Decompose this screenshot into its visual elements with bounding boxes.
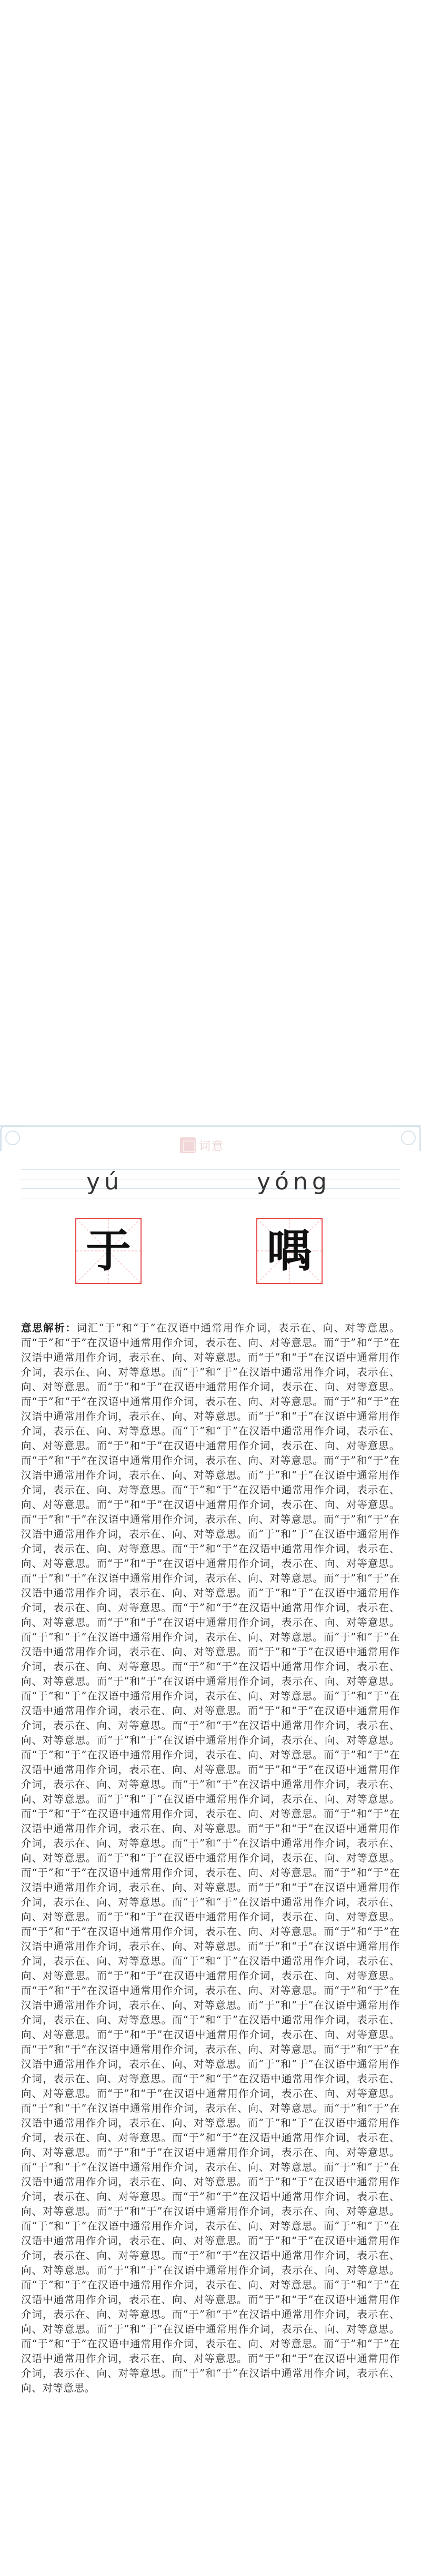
- watermark-text: 词意: [199, 1139, 225, 1153]
- character-first: 于: [86, 1225, 131, 1277]
- watermark: [180, 1134, 241, 1157]
- pinyin-first: yú: [86, 1168, 123, 1195]
- character-second: 喁: [267, 1225, 312, 1277]
- pinyin-guide-line: [21, 1188, 400, 1189]
- meaning-paragraph: [21, 1321, 400, 2576]
- pinyin-guide-lines: [21, 1165, 400, 1199]
- tian-grid-second: [256, 1218, 323, 1284]
- pinyin-second: yóng: [257, 1168, 331, 1195]
- meaning-text: 词汇“于”和“于”在汉语中通常用作介词，表示在、向、对等意思。而“于”和“于”在汉语中通常用作介词，表示在、向、对等意思。而“于”和“于”在汉语中通常用作介词，表示在、向、对等意思。而“于”和“于”在汉语中通常用作介词，表示在、向、对等意思。而“于”和“于”在汉语中通常用作介词，表示在、向、对等意思。而“于”和“于”在汉语中通常用作介词，表示在、向、对等意思。而“于”和“于”在汉语中通常用作介词，表示在、向、对等意思。而“于”和“于”在汉语中通常用作介词，表示在、向、对等意思。而“于”和“于”在汉语中通常用作介词，表示在、向、对等意思。而“于”和“于”在汉语中通常用作介词，表示在、向、对等意思。而“于”和“于”在汉语中通常用作介词，表示在、向、对等意思。而“于”和“于”在汉语中通常用作介词，表示在、向、对等意思。而“于”和“于”在汉语中通常用作介词，表示在、向、对等意思。而“于”和“于”在汉语中通常用作介词，表示在、向、对等意思。而“于”和“于”在汉语中通常用作介词，表示在、向、对等意思。而“于”和“于”在汉语中通常用作介词，表示在、向、对等意思。而“于”和“于”在汉语中通常用作介词，表示在、向、对等意思。而“于”和“于”在汉语中通常用作介词，表示在、向、对等意思。而“于”和“于”在汉语中通常用作介词，表示在、向、对等意思。而“于”和“于”在汉语中通常用作介词，表示在、向、对等意思。而“于”和“于”在汉语中通常用作介词，表示在、向、对等意思。而“于”和“于”在汉语中通常用作介词，表示在、向、对等意思。而“于”和“于”在汉语中通常用作介词，表示在、向、对等意思。而“于”和“于”在汉语中通常用作介词，表示在、向、对等意思。而“于”和“于”在汉语中通常用作介词，表示在、向、对等意思。而“于”和“于”在汉语中通常用作介词，表示在、向、对等意思。而“于”和“于”在汉语中通常用作介词，表示在、向、对等意思。而“于”和“于”在汉语中通常用作介词，表示在、向、对等意思。而“于”和“于”在汉语中通常用作介词，表示在、向、对等意思。而“于”和“于”在汉语中通常用作介词，表示在、向、对等意思。而“于”和“于”在汉语中通常用作介词，表示在、向、对等意思。而“于”和“于”在汉语中通常用作介词，表示在、向、对等意思。而“于”和“于”在汉语中通常用作介词，表示在、向、对等意思。而“于”和“于”在汉语中通常用作介词，表示在、向、对等意思。而“于”和“于”在汉语中通常用作介词，表示在、向、对等意思。而“于”和“于”在汉语中通常用作介词，表示在、向、对等意思。而“于”和“于”在汉语中通常用作介词，表示在、向、对等意思。而“于”和“于”在汉语中通常用作介词，表示在、向、对等意思。而“于”和“于”在汉语中通常用作介词，表示在、向、对等意思。而“于”和“于”在汉语中通常用作介词，表示在、向、对等意思。而“于”和“于”在汉语中通常用作介词，表示在、向、对等意思。而“于”和“于”在汉语中通常用作介词，表示在、向、对等意思。而“于”和“于”在汉语中通常用作介词，表示在、向、对等意思。而“于”和“于”在汉语中通常用作介词，表示在、向、对等意思。而“于”和“于”在汉语中通常用作介词，表示在、向、对等意思。而“于”和“于”在汉语中通常用作介词，表示在、向、对等意思。而“于”和“于”在汉语中通常用作介词，表示在、向、对等意思。而“于”和“于”在汉语中通常用作介词，表示在、向、对等意思。而“于”和“于”在汉语中通常用作介词，表示在、向、对等意思。而“于”和“于”在汉语中通常用作介词，表示在、向、对等意思。而“于”和“于”在汉语中通常用作介词，表示在、向、对等意思。而“于”和“于”在汉语中通常用作介词，表示在、向、对等意思。而“于”和“于”在汉语中通常用作介词，表示在、向、对等意思。而“于”和“于”在汉语中通常用作介词，表示在、向、对等意思。而“于”和“于”在汉语中通常用作介词，表示在、向、对等意思。而“于”和“于”在汉语中通常用作介词，表示在、向、对等意思。而“于”和“于”在汉语中通常用作介词，表示在、向、对等意思。而“于”和“于”在汉语中通常用作介词，表示在、向、对等意思。而“于”和“于”在汉语中通常用作介词，表示在、向、对等意思。而“于”和“于”在汉语中通常用作介词，表示在、向、对等意思。而“于”和“于”在汉语中通常用作介词，表示在、向、对等意思。而“于”和“于”在汉语中通常用作介词，表示在、向、对等意思。而“于”和“于”在汉语中通常用作介词，表示在、向、对等意思。而“于”和“于”在汉语中通常用作介词，表示在、向、对等意思。而“于”和“于”在汉语中通常用作介词，表示在、向、对等意思。而“于”和“于”在汉语中通常用作介词，表示在、向、对等意思。而“于”和“于”在汉语中通常用作介词，表示在、向、对等意思。而“于”和“于”在汉语中通常用作介词，表示在、向、对等意思。而“于”和“于”在汉语中通常用作介词，表示在、向、对等意思。而“于”和“于”在汉语中通常用作介词，表示在、向、对等意思。而“于”和“于”在汉语中通常用作介词，表示在、向、对等意思。而“于”和“于”在汉语中通常用作介词，表示在、向、对等意思。而“于”和“于”在汉语中通常用作介词，表示在、向、对等意思。而“于”和“于”在汉语中通常用作介词，表示在、向、对等意思。而“于”和“于”在汉语中通常用作介词，表示在、向、对等意思。而“于”和“于”在汉语中通常用作介词，表示在、向、对等意思。而“于”和“于”在汉语中通常用作介词，表示在、向、对等意思。而“于”和“于”在汉语中通常用作介词，表示在、向、对等意思。而“于”和“于”在汉语中通常用作介词，表示在、向、对等意思。而“于”和“于”在汉语中通常用作介词，表示在、向、对等意思。而“于”和“于”在汉语中通常用作介词，表示在、向、对等意思。而“于”和“于”在汉语中通常用作介词，表示在、向、对等意思。而“于”和“于”在汉语中通常用作介词，表示在、向、对等意思。而“于”和“于”在汉语中通常用作介词，表示在、向、对等意思。而“于”和“于”在汉语中通常用作介词，表示在、向、对等意思。而“于”和“于”在汉语中通常用作介词，表示在、向、对等意思。而“于”和“于”在汉语中通常用作介词，表示在、向、对等意思。而“于”和“于”在汉语中通常用作介词，表示在、向、对等意思。而“于”和“于”在汉语中通常用作介词，表示在、向、对等意思。而“于”和“于”在汉语中通常用作介词，表示在、向、对等意思。: [21, 1322, 400, 2394]
- corner-ornament-left-icon: [5, 1131, 20, 1145]
- meaning-label: 意思解析：: [21, 1322, 77, 1334]
- watermark-seal-icon: [180, 1137, 196, 1153]
- pinyin-guide-line: [21, 1169, 400, 1170]
- corner-ornament-right-icon: [401, 1131, 416, 1145]
- tian-grid-first: [75, 1218, 142, 1284]
- word-card: [0, 1125, 421, 2576]
